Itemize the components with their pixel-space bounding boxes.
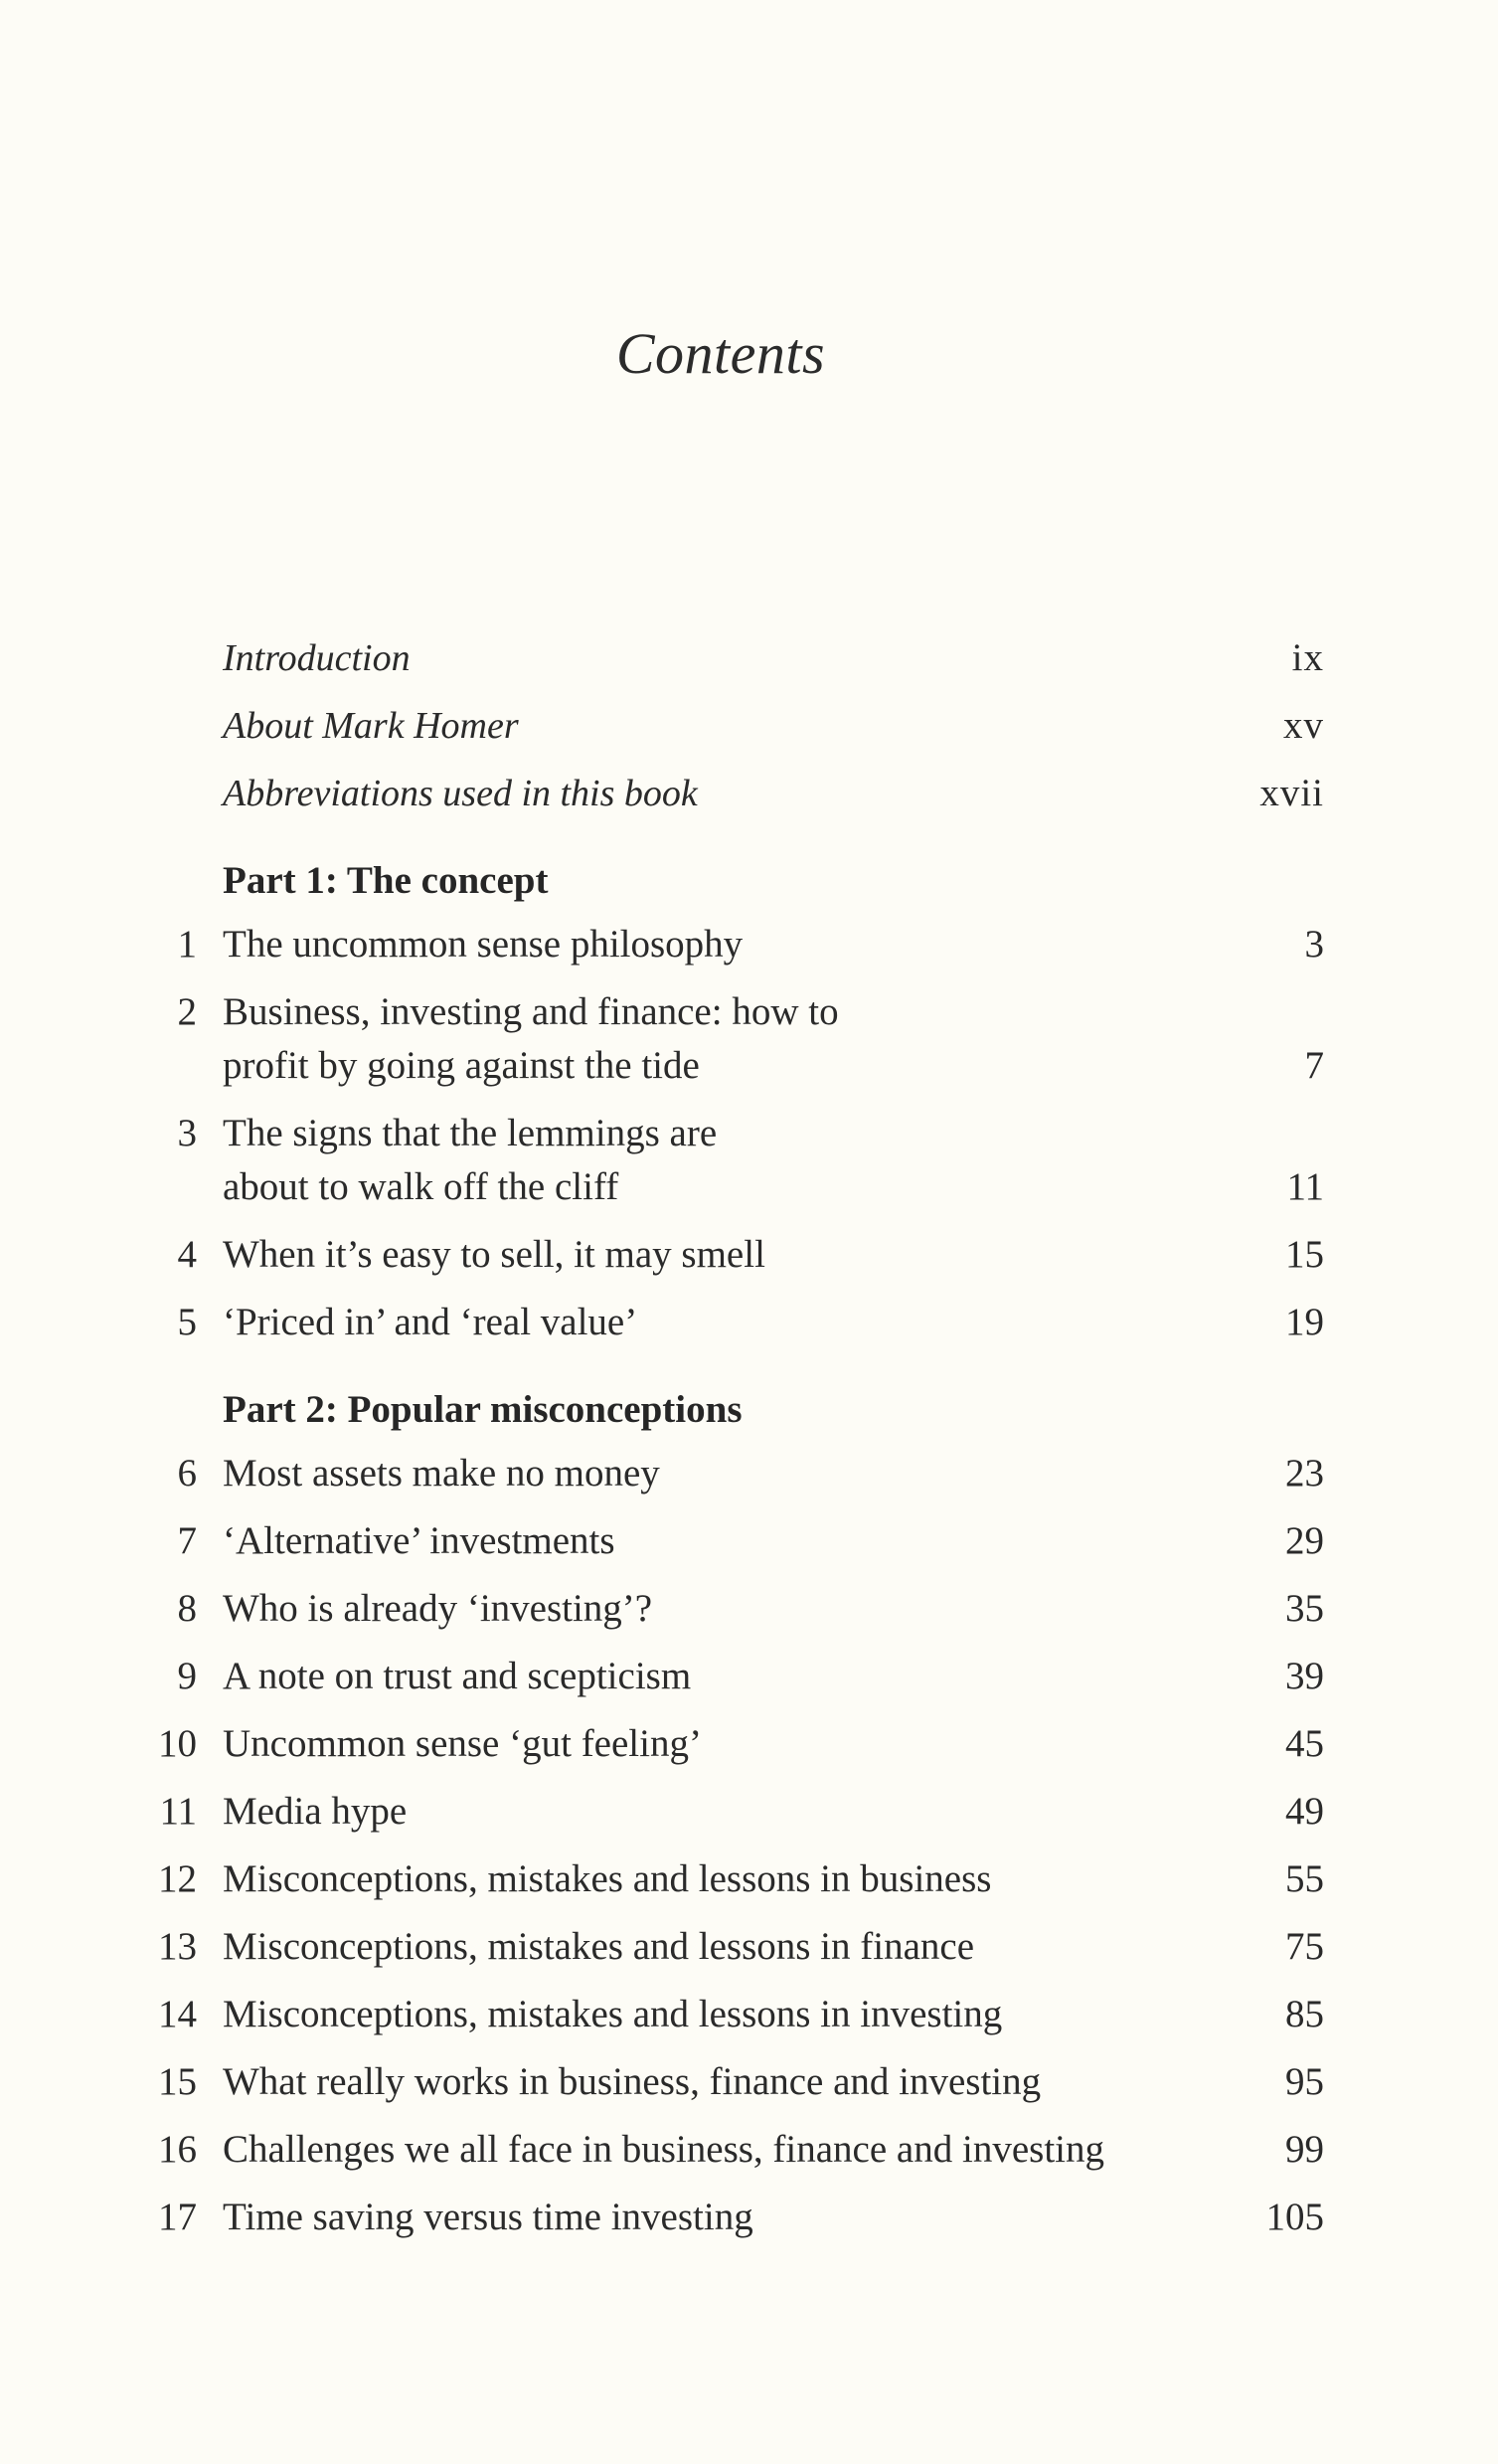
chapter-page-number: 3 [1304, 923, 1324, 966]
part-heading-1 [0, 839, 1498, 911]
chapter-page-number: 23 [1285, 1452, 1324, 1495]
chapter-title: When it’s easy to sell, it may smell [223, 1233, 765, 1276]
chapter-number: 9 [177, 1655, 197, 1697]
chapter-number: 2 [177, 990, 197, 1033]
chapter-title: ‘Priced in’ and ‘real value’ [223, 1301, 638, 1343]
chapter-page-number: 95 [1285, 2060, 1324, 2103]
chapter-title-line-2: about to walk off the cliff [223, 1165, 619, 1208]
chapter-title: Media hype [223, 1790, 408, 1833]
chapter-number: 12 [158, 1857, 197, 1900]
chapter-page-number: 39 [1285, 1655, 1324, 1697]
chapter-title: Misconceptions, mistakes and lessons in finance [223, 1925, 975, 1968]
chapter-title: ‘Alternative’ investments [223, 1519, 615, 1562]
chapter-number: 8 [177, 1587, 197, 1630]
chapter-title [223, 985, 978, 1093]
chapter-number: 14 [158, 1993, 197, 2035]
chapter-title: Misconceptions, mistakes and lessons in investing [223, 1993, 1003, 2035]
chapter-page-number: 49 [1285, 1790, 1324, 1833]
entry-page-number: xvii [1259, 772, 1324, 814]
chapter-page-number: 11 [1286, 1165, 1324, 1208]
toc-entry-chapter-10[interactable] [0, 1710, 1498, 1778]
chapter-page-number: 55 [1285, 1857, 1324, 1900]
chapter-page-number: 75 [1285, 1925, 1324, 1968]
chapter-number: 4 [177, 1233, 197, 1276]
chapter-number: 16 [158, 2128, 197, 2171]
chapter-page-number: 105 [1265, 2196, 1324, 2238]
toc-entry-chapter-7[interactable] [0, 1507, 1498, 1575]
toc-entry-chapter-15[interactable] [0, 2048, 1498, 2116]
section-gap [0, 1356, 1498, 1368]
toc-entry-about-author[interactable] [0, 692, 1498, 760]
toc-entry-chapter-12[interactable] [0, 1846, 1498, 1913]
part-heading-2 [0, 1368, 1498, 1440]
chapter-title: The uncommon sense philosophy [223, 923, 744, 966]
chapter-title: Uncommon sense ‘gut feeling’ [223, 1722, 702, 1765]
chapter-title-line-2: profit by going against the tide [223, 1044, 700, 1087]
toc-entry-chapter-16[interactable] [0, 2116, 1498, 2184]
chapter-page-number: 19 [1285, 1301, 1324, 1343]
chapter-title: Who is already ‘investing’? [223, 1587, 653, 1630]
chapter-title [223, 1107, 978, 1214]
entry-title: Abbreviations used in this book [223, 773, 698, 814]
toc-entry-chapter-6[interactable] [0, 1440, 1498, 1507]
chapter-page-number: 15 [1285, 1233, 1324, 1276]
entry-page-number: ix [1291, 636, 1324, 679]
toc-entry-chapter-14[interactable] [0, 1981, 1498, 2048]
entry-page-number: xv [1283, 704, 1324, 747]
chapter-page-number: 45 [1285, 1722, 1324, 1765]
chapter-number: 7 [177, 1519, 197, 1562]
toc-entry-chapter-9[interactable] [0, 1643, 1498, 1710]
part-title: Part 1: The concept [223, 859, 549, 902]
toc-entry-chapter-13[interactable] [0, 1913, 1498, 1981]
chapter-number: 10 [158, 1722, 197, 1765]
part-title: Part 2: Popular misconceptions [223, 1388, 743, 1431]
toc-entry-chapter-2[interactable] [0, 978, 1498, 1100]
chapter-number: 5 [177, 1301, 197, 1343]
chapter-title-line-1: The signs that the lemmings are [223, 1112, 718, 1154]
chapter-page-number: 85 [1285, 1993, 1324, 2035]
section-gap [0, 827, 1498, 839]
chapter-page-number: 7 [1304, 1044, 1324, 1087]
chapter-page-number: 35 [1285, 1587, 1324, 1630]
chapter-title: Misconceptions, mistakes and lessons in business [223, 1857, 992, 1900]
chapter-number: 17 [158, 2196, 197, 2238]
toc-entry-abbreviations[interactable] [0, 760, 1498, 827]
page-title: Contents [615, 321, 826, 386]
toc-entry-chapter-17[interactable] [0, 2184, 1498, 2251]
toc-entry-chapter-4[interactable] [0, 1221, 1498, 1289]
chapter-number: 1 [177, 923, 197, 966]
entry-title: Introduction [223, 637, 411, 679]
chapter-page-number: 99 [1285, 2128, 1324, 2171]
toc-entry-introduction[interactable] [0, 624, 1498, 692]
entry-title: About Mark Homer [223, 705, 519, 747]
chapter-number: 6 [177, 1452, 197, 1495]
chapter-title: What really works in business, finance and investing [223, 2060, 1042, 2103]
chapter-number: 11 [159, 1790, 197, 1833]
chapter-title: Most assets make no money [223, 1452, 660, 1495]
chapter-title: A note on trust and scepticism [223, 1655, 692, 1697]
table-of-contents [0, 624, 1498, 2251]
toc-entry-chapter-1[interactable] [0, 911, 1498, 978]
chapter-number: 3 [177, 1112, 197, 1154]
chapter-title: Time saving versus time investing [223, 2196, 753, 2238]
toc-entry-chapter-5[interactable] [0, 1289, 1498, 1356]
chapter-title-line-1: Business, investing and finance: how to [223, 990, 839, 1033]
chapter-number: 15 [158, 2060, 197, 2103]
toc-entry-chapter-3[interactable] [0, 1100, 1498, 1221]
toc-entry-chapter-11[interactable] [0, 1778, 1498, 1846]
chapter-page-number: 29 [1285, 1519, 1324, 1562]
toc-entry-chapter-8[interactable] [0, 1575, 1498, 1643]
chapter-title: Challenges we all face in business, finance and investing [223, 2128, 1104, 2171]
chapter-number: 13 [158, 1925, 197, 1968]
